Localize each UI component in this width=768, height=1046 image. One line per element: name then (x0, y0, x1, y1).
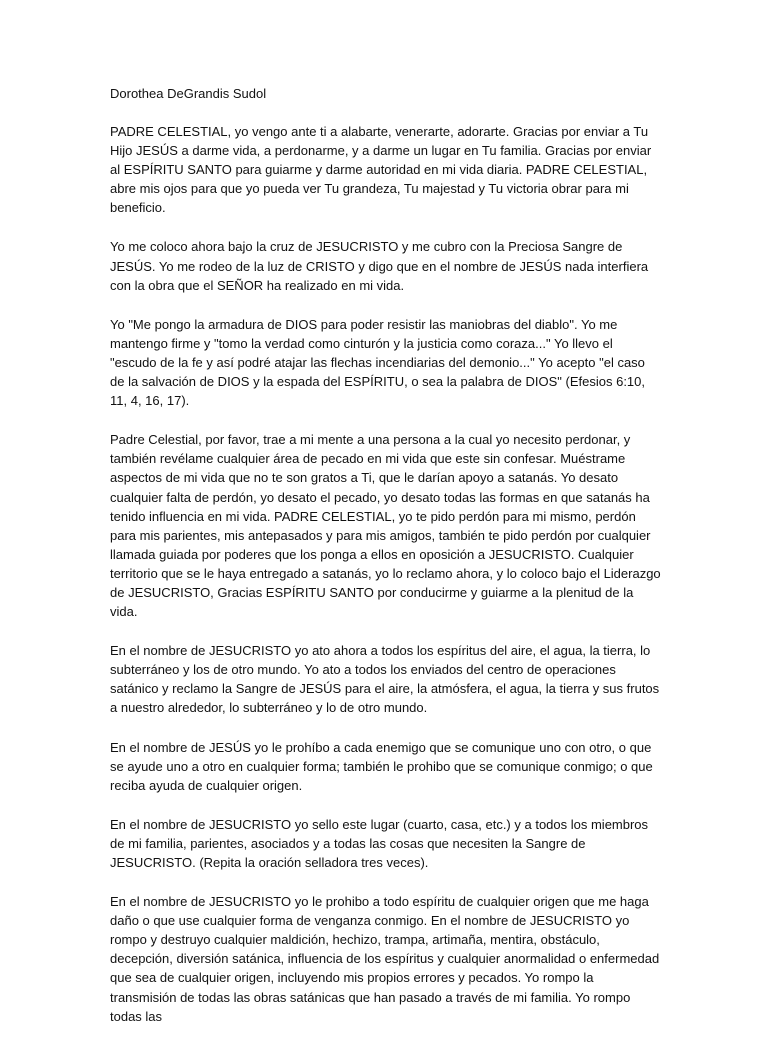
paragraph-6: En el nombre de JESÚS yo le prohíbo a cada enemigo que se comunique uno con otro, o que se ayude uno a otro en cualquier forma; también le prohibo que se comunique conmigo; o que reciba ayuda de cualquier origen. (110, 739, 653, 793)
paragraph-4: Padre Celestial, por favor, trae a mi mente a una persona a la cual yo necesito perdonar, y también revélame cualquier área de pecado en mi vida que este sin confesar. Muéstrame aspectos de mi vida que no te son gratos a Ti, que le darían apoyo a satanás. Yo desato cualquier falta de perdón, yo desato el pecado, yo desato todas las formas en que satanás ha tenido influencia en mi vida. PADRE CELESTIAL, yo te pido perdón para mi mismo, perdón para mis parientes, mis antepasados y para mis amigos, también te pido perdón por cualquier llamada guiada por poderes que los ponga a ellos en oposición a JESUCRISTO. Cualquier territorio que se le haya entregado a satanás, yo lo reclamo ahora, y lo coloco bajo el Liderazgo de JESUCRISTO, Gracias ESPÍRITU SANTO por conducirme y guiarme a la plenitud de la vida. (110, 432, 661, 620)
paragraph-5: En el nombre de JESUCRISTO yo ato ahora a todos los espíritus del aire, el agua, la tierra, lo subterráneo y los de otro mundo. Yo ato a todos los enviados del centro de operaciones satánico y reclamo la Sangre de JESÚS para el aire, la atmósfera, el agua, la tierra y sus frutos a nuestro alrededor, lo subterráneo y lo de otro mundo. (110, 643, 660, 716)
author-name: Dorothea DeGrandis Sudol (110, 86, 267, 101)
paragraph-2: Yo me coloco ahora bajo la cruz de JESUCRISTO y me cubro con la Preciosa Sangre de JESÚS. Yo me rodeo de la luz de CRISTO y digo que en el nombre de JESÚS nada interfiera con la obra que el SEÑOR ha realizado en mi vida. (110, 239, 649, 293)
document-page (110, 84, 662, 1046)
paragraph-3: Yo "Me pongo la armadura de DIOS para poder resistir las maniobras del diablo". Yo me mantengo firme y "tomo la verdad como cinturón y la justicia como coraza..." Yo llevo el "escudo de la fe y así podré atajar las flechas incendiarias del demonio..." Yo acepto "el caso de la salvación de DIOS y la espada del ESPÍRITU, o sea la palabra de DIOS" (Efesios 6:10, 11, 4, 16, 17). (110, 316, 646, 409)
paragraph-1: PADRE CELESTIAL, yo vengo ante ti a alabarte, venerarte, adorarte. Gracias por enviar a Tu Hijo JESÚS a darme vida, a perdonarme, y a darme un lugar en Tu familia. Gracias por enviar al ESPÍRITU SANTO para guiarme y darme autoridad en mi vida diaria. PADRE CELESTIAL, abre mis ojos para que yo pueda ver Tu grandeza, Tu majestad y Tu victoria obrar para mi beneficio. (110, 124, 652, 216)
paragraph-8: En el nombre de JESUCRISTO yo le prohibo a todo espíritu de cualquier origen que me haga daño o que use cualquier forma de venganza conmigo. En el nombre de JESUCRISTO yo rompo y destruyo cualquier maldición, hechizo, trampa, artimaña, mentira, obstáculo, decepción, diversión satánica, influencia de los espíritus y cualquier anormalidad o enfermedad que sea de cualquier origen, incluyendo mis propios errores y pecados. Yo rompo la transmisión de todas las obras satánicas que han pasado a través de mi familia. Yo rompo todas las (110, 894, 660, 1024)
paragraph-7: En el nombre de JESUCRISTO yo sello este lugar (cuarto, casa, etc.) y a todos los miembros de mi familia, parientes, asociados y a todas las cosas que necesiten la Sangre de JESUCRISTO. (Repita la oración selladora tres veces). (110, 816, 649, 870)
